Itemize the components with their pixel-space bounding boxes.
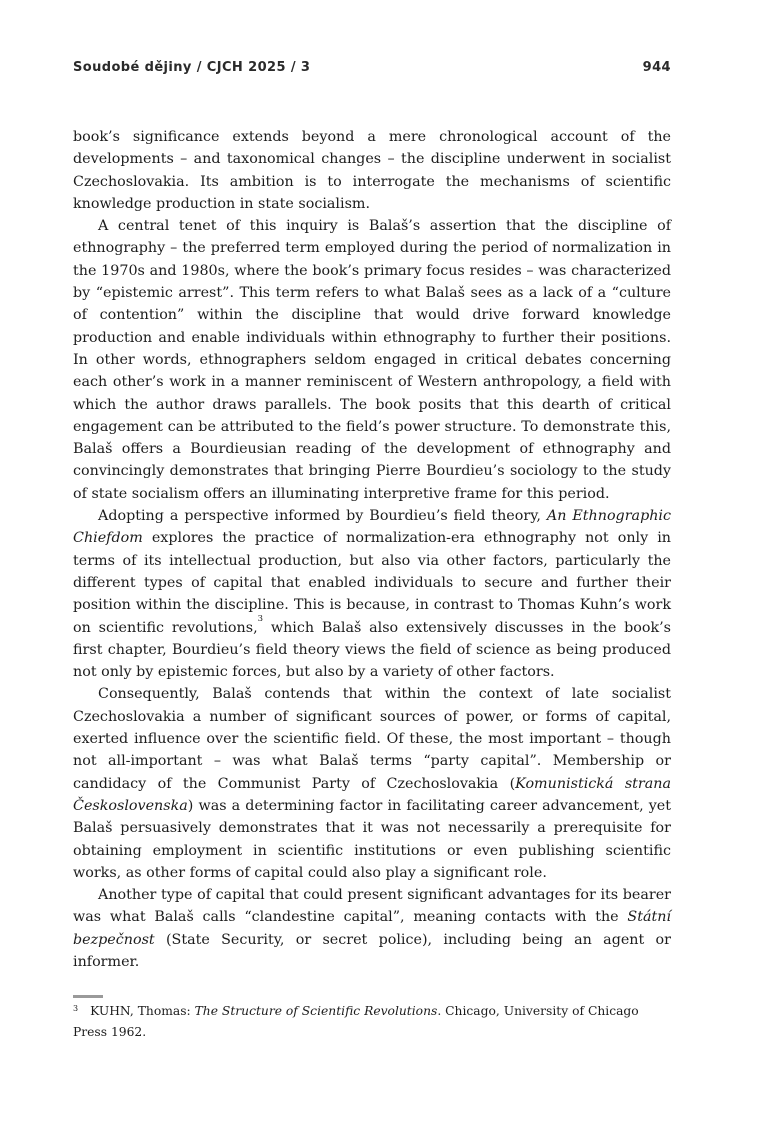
paragraph-4 [73, 683, 671, 884]
footnote-number: 3 [73, 1004, 79, 1013]
footnote [73, 1002, 671, 1042]
paragraph-3-text-c: which Balaš also extensively discusses in the book’s first chapter, Bourdieu’s field theory views the field of science as being produced not only by epistemic forces, but also by a variety of other factors. [73, 619, 672, 681]
paragraph-3 [73, 505, 671, 683]
footnote-divider [73, 995, 103, 998]
paragraph-2: A central tenet of this inquiry is Balaš’s assertion that the discipline of ethnography – the preferred term employed during the period of normalization in the 1970s and 1980s, where the book’s primary focus resides – was characterized by “epistemic arrest”. This term refers to what Balaš sees as a lack of a “culture of contention” within the discipline that would drive forward knowledge production and enable individuals within ethnography to further their positions. In other words, ethnographers seldom engaged in critical debates concerning each other’s work in a manner reminiscent of Western anthropology, a field with which the author draws parallels. The book posits that this dearth of critical engagement can be attributed to the field’s power structure. To demonstrate this, Balaš offers a Bourdieusian reading of the development of ethnography and convincingly demonstrates that bringing Pierre Bourdieu’s sociology to the study of state socialism offers an illuminating interpretive frame for this period. [73, 218, 671, 502]
footnote-text-b: . Chicago, University of Chicago Press 1962. [73, 1004, 639, 1039]
main-text [73, 126, 671, 973]
book-title: An Ethnographic Chiefdom [73, 508, 672, 547]
state-security-name: Státní bezpečnost [73, 909, 671, 948]
paragraph-1: book’s significance extends beyond a mere chronological account of the developments – and taxonomical changes – the discipline underwent in socialist Czechoslovakia. Its ambition is to interrogate the mechanisms of scientific knowledge production in state socialism. [73, 129, 671, 212]
paragraph-3-text-a: Adopting a perspective informed by Bourdieu’s field theory, [98, 508, 547, 525]
footnote-text-a: KUHN, Thomas: [90, 1004, 195, 1018]
party-name: Komunistická strana Československa [73, 775, 671, 814]
paragraph-3-text-b: explores the practice of normalization-era ethnography not only in terms of its intellectual production, but also via other factors, particularly the different types of capital that enabled individuals to secure and further their position within the discipline. This is because, in contrast to Thomas Kuhn’s work on scientific revolutions, [73, 530, 671, 636]
paragraph-5-text-a: Another type of capital that could present significant advantages for its bearer was what Balaš calls “clandestine capital”, meaning contacts with the [73, 887, 671, 926]
journal-title: Soudobé dějiny / CJCH 2025 / 3 [73, 60, 311, 75]
running-header [73, 60, 671, 80]
footnote-reference[interactable]: 3 [257, 613, 264, 624]
paragraph-5 [73, 884, 671, 973]
footnote-book-title: The Structure of Scientific Revolutions [194, 1004, 438, 1018]
paragraph-4-text-b: ) was a determining factor in facilitating career advancement, yet Balaš persuasively demonstrates that it was not necessarily a prerequisite for obtaining employment in scientific institutions or even publishing scientific works, as other forms of capital could also play a significant role. [73, 797, 671, 881]
paragraph-5-text-b: (State Security, or secret police), including being an agent or informer. [73, 931, 671, 970]
page-number: 944 [642, 60, 671, 75]
paragraph-4-text-a: Consequently, Balaš contends that within the context of late socialist Czechoslovakia a number of significant sources of power, or forms of capital, exerted influence over the scientific field. Of these, the most important – though not all-important – was what Balaš terms “party capital”. Membership or candidacy of the Communist Party of Czechoslovakia ( [73, 686, 671, 792]
